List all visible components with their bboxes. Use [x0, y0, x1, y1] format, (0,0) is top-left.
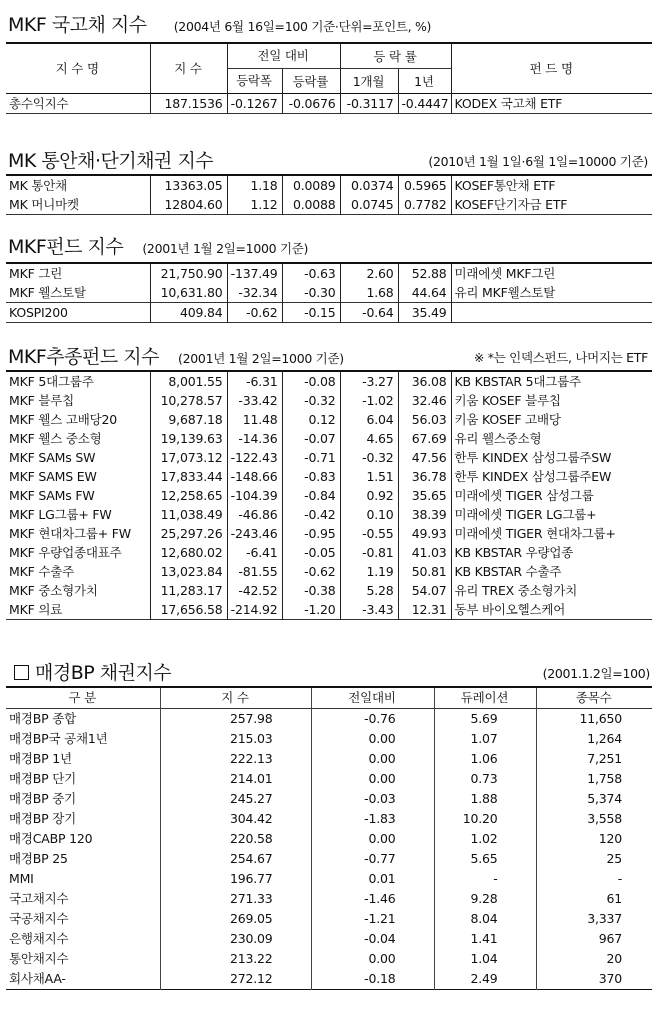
row-duration: 5.65: [434, 849, 536, 869]
row-change-pct: -0.38: [282, 581, 340, 600]
row-issues: 967: [536, 929, 652, 949]
row-issues: -: [536, 869, 652, 889]
row-duration: 1.07: [434, 729, 536, 749]
row-1-month: 0.0745: [340, 195, 398, 215]
row-duration: 2.49: [434, 969, 536, 990]
row-1-month: 1.51: [340, 467, 398, 486]
row-fund: 유리 TREX 중소형가치: [451, 581, 652, 600]
row-issues: 61: [536, 889, 652, 909]
row-1-month: 6.04: [340, 410, 398, 429]
row-category: 은행채지수: [9, 931, 69, 946]
table-row: [6, 581, 652, 600]
row-1-year: 56.03: [398, 410, 451, 429]
row-duration: 1.02: [434, 829, 536, 849]
header-index: 지 수: [150, 43, 227, 94]
row-category: 매경BP 25: [9, 851, 68, 866]
row-index: 11,283.17: [150, 581, 227, 600]
row-name: MKF 웰스토탈: [9, 285, 86, 300]
row-duration: 1.41: [434, 929, 536, 949]
row-change-pct: -1.20: [282, 600, 340, 620]
row-duration: -: [434, 869, 536, 889]
row-1-year: 67.69: [398, 429, 451, 448]
table-row: [6, 600, 652, 620]
row-prev-day: -0.03: [311, 789, 434, 809]
row-prev-day: -0.04: [311, 929, 434, 949]
row-fund: 한투 KINDEX 삼성그룹주EW: [451, 467, 652, 486]
row-change: -81.55: [227, 562, 282, 581]
row-issues: 1,758: [536, 769, 652, 789]
row-1-month: -1.02: [340, 391, 398, 410]
row-1-year: 35.49: [398, 303, 451, 323]
header-1-year: 1년: [398, 69, 451, 94]
row-fund: 한투 KINDEX 삼성그룹주SW: [451, 448, 652, 467]
row-1-month: 0.92: [340, 486, 398, 505]
row-change-pct: -0.32: [282, 391, 340, 410]
table-row: [6, 371, 652, 391]
table-row: [6, 486, 652, 505]
row-change: -137.49: [227, 263, 282, 283]
table-row: [6, 709, 652, 730]
row-name: MKF SAMs SW: [9, 450, 96, 465]
mk-bp-bond-table: [6, 686, 652, 990]
row-duration: 1.88: [434, 789, 536, 809]
row-name: MKF 그린: [9, 266, 63, 281]
row-prev-day: 0.00: [311, 769, 434, 789]
row-index: 269.05: [160, 909, 311, 929]
row-name: MKF 중소형가치: [9, 583, 98, 598]
row-change-pct: 0.12: [282, 410, 340, 429]
table-row: [6, 909, 652, 929]
row-name: MKF 웰스 고배당20: [9, 412, 117, 427]
row-category: 매경CABP 120: [9, 831, 93, 846]
section-title: 매경BP 채권지수: [35, 662, 172, 684]
header-change: 등락폭: [227, 69, 282, 94]
table-row: [6, 809, 652, 829]
table-row: [6, 829, 652, 849]
row-fund: KB KBSTAR 우량업종: [451, 543, 652, 562]
row-index: 304.42: [160, 809, 311, 829]
row-issues: 7,251: [536, 749, 652, 769]
row-issues: 25: [536, 849, 652, 869]
row-category: 국고채지수: [9, 891, 69, 906]
row-1-year: 36.78: [398, 467, 451, 486]
row-1-year: 44.64: [398, 283, 451, 303]
row-fund: 동부 바이오헬스케어: [451, 600, 652, 620]
row-category: 매경BP 단기: [9, 771, 76, 786]
row-prev-day: 0.00: [311, 829, 434, 849]
row-duration: 8.04: [434, 909, 536, 929]
row-change: -214.92: [227, 600, 282, 620]
row-issues: 20: [536, 949, 652, 969]
row-index: 13363.05: [150, 175, 227, 195]
header-category: 구 분: [68, 690, 97, 705]
row-1-year: -0.4447: [398, 94, 451, 114]
row-change: -32.34: [227, 283, 282, 303]
row-1-month: -0.81: [340, 543, 398, 562]
row-1-year: 0.5965: [398, 175, 451, 195]
row-change-pct: -0.05: [282, 543, 340, 562]
row-fund: 유리 웰스중소형: [451, 429, 652, 448]
row-1-year: 38.39: [398, 505, 451, 524]
row-index: 12,258.65: [150, 486, 227, 505]
row-change-pct: -0.0676: [282, 94, 340, 114]
row-index: 8,001.55: [150, 371, 227, 391]
row-1-month: -0.64: [340, 303, 398, 323]
row-category: 매경BP국 공채1년: [9, 731, 108, 746]
row-1-month: 1.68: [340, 283, 398, 303]
mk-msb-table: [6, 174, 652, 215]
row-1-year: 49.93: [398, 524, 451, 543]
row-change-pct: -0.84: [282, 486, 340, 505]
row-index: 214.01: [160, 769, 311, 789]
table-row: [6, 729, 652, 749]
row-change-pct: -0.30: [282, 283, 340, 303]
row-change: -6.41: [227, 543, 282, 562]
row-index: 187.1536: [150, 94, 227, 114]
row-name: MKF 우량업종대표주: [9, 545, 122, 560]
row-1-month: -3.43: [340, 600, 398, 620]
row-index: 17,073.12: [150, 448, 227, 467]
header-prev-day: 전일 대비: [227, 43, 340, 69]
table-row: [6, 467, 652, 486]
header-1-month: 1개월: [340, 69, 398, 94]
row-category: MMI: [9, 871, 34, 886]
mkf-tracking-fund-table: [6, 370, 652, 620]
row-index: 13,023.84: [150, 562, 227, 581]
table-row: [6, 429, 652, 448]
row-duration: 9.28: [434, 889, 536, 909]
row-change: -148.66: [227, 467, 282, 486]
table-row: [6, 391, 652, 410]
section-note: (2010년 1월 1일·6월 1일=10000 기준): [428, 154, 648, 169]
row-change: 1.12: [227, 195, 282, 215]
row-category: 통안채지수: [9, 951, 69, 966]
row-change: 1.18: [227, 175, 282, 195]
row-prev-day: -1.46: [311, 889, 434, 909]
row-fund: 미래에셋 TIGER 삼성그룹: [451, 486, 652, 505]
row-index: 196.77: [160, 869, 311, 889]
table-row: [6, 969, 652, 990]
row-name: MKF 블루칩: [9, 393, 74, 408]
row-change: 11.48: [227, 410, 282, 429]
row-change: -6.31: [227, 371, 282, 391]
row-prev-day: -1.21: [311, 909, 434, 929]
row-1-month: 2.60: [340, 263, 398, 283]
row-name: MKF 웰스 중소형: [9, 431, 102, 446]
row-index: 271.33: [160, 889, 311, 909]
row-index: 409.84: [150, 303, 227, 323]
row-duration: 1.06: [434, 749, 536, 769]
row-fund: KOSEF통안채 ETF: [451, 175, 652, 195]
row-prev-day: -1.83: [311, 809, 434, 829]
row-index: 10,278.57: [150, 391, 227, 410]
row-change: -42.52: [227, 581, 282, 600]
row-change: -46.86: [227, 505, 282, 524]
row-index: 17,833.44: [150, 467, 227, 486]
section-note: (2001년 1월 2일=1000 기준): [142, 241, 309, 256]
row-1-year: 52.88: [398, 263, 451, 283]
row-index: 245.27: [160, 789, 311, 809]
row-1-year: 12.31: [398, 600, 451, 620]
row-issues: 3,558: [536, 809, 652, 829]
row-name: MKF 수출주: [9, 564, 74, 579]
row-name: MK 통안채: [9, 178, 67, 193]
row-index: 272.12: [160, 969, 311, 990]
row-prev-day: -0.18: [311, 969, 434, 990]
row-index: 254.67: [160, 849, 311, 869]
row-name: MKF SAMs FW: [9, 488, 95, 503]
row-category: 매경BP 장기: [9, 811, 76, 826]
row-1-month: -3.27: [340, 371, 398, 391]
row-name: MK 머니마켓: [9, 197, 79, 212]
section-note: (2004년 6월 16일=100 기준·단위=포인트, %): [173, 19, 432, 34]
row-category: 매경BP 종합: [9, 711, 76, 726]
row-category: 매경BP 1년: [9, 751, 72, 766]
row-duration: 0.73: [434, 769, 536, 789]
row-change-pct: -0.42: [282, 505, 340, 524]
row-fund: 미래에셋 MKF그린: [451, 263, 652, 283]
section-title: MK 통안채·단기채권 지수: [8, 150, 214, 172]
row-prev-day: -0.76: [311, 709, 434, 730]
row-index: 21,750.90: [150, 263, 227, 283]
row-1-year: 32.46: [398, 391, 451, 410]
row-change-pct: -0.83: [282, 467, 340, 486]
row-category: 매경BP 중기: [9, 791, 76, 806]
row-index: 220.58: [160, 829, 311, 849]
section-title: MKF펀드 지수: [8, 236, 124, 258]
row-change-pct: 0.0089: [282, 175, 340, 195]
row-index: 12804.60: [150, 195, 227, 215]
row-index: 222.13: [160, 749, 311, 769]
row-prev-day: 0.00: [311, 749, 434, 769]
row-fund: KOSEF단기자금 ETF: [451, 195, 652, 215]
table-row: [6, 448, 652, 467]
row-duration: 1.04: [434, 949, 536, 969]
row-name: MKF LG그룹+ FW: [9, 507, 112, 522]
row-fund: KB KBSTAR 수출주: [451, 562, 652, 581]
section-note: (2001.1.2일=100): [542, 666, 650, 681]
row-index: 17,656.58: [150, 600, 227, 620]
row-index: 213.22: [160, 949, 311, 969]
row-issues: 1,264: [536, 729, 652, 749]
row-prev-day: 0.01: [311, 869, 434, 889]
row-1-month: -0.3117: [340, 94, 398, 114]
row-index: 9,687.18: [150, 410, 227, 429]
row-1-year: 41.03: [398, 543, 451, 562]
row-fund: KODEX 국고채 ETF: [451, 94, 652, 114]
row-fund: [451, 303, 652, 323]
row-index: 12,680.02: [150, 543, 227, 562]
row-issues: 11,650: [536, 709, 652, 730]
row-name: MKF SAMS EW: [9, 469, 97, 484]
table-row: [6, 749, 652, 769]
row-change-pct: -0.71: [282, 448, 340, 467]
row-change-pct: -0.08: [282, 371, 340, 391]
header-prev-day: 전일대비: [311, 687, 434, 709]
row-issues: 370: [536, 969, 652, 990]
row-fund: 유리 MKF웰스토탈: [451, 283, 652, 303]
row-change: -104.39: [227, 486, 282, 505]
mkf-fund-table: [6, 262, 652, 323]
table-row: [6, 543, 652, 562]
row-fund: 키움 KOSEF 블루칩: [451, 391, 652, 410]
row-1-month: 0.0374: [340, 175, 398, 195]
row-change-pct: -0.63: [282, 263, 340, 283]
row-name: KOSPI200: [9, 305, 68, 320]
section-note: (2001년 1월 2일=1000 기준): [178, 351, 344, 366]
header-index-name: 지 수 명: [55, 61, 99, 76]
row-prev-day: 0.00: [311, 949, 434, 969]
table-row: [6, 283, 652, 303]
header-rate: 등 락 률: [340, 43, 451, 69]
row-index: 25,297.26: [150, 524, 227, 543]
header-fund-name: 펀 드 명: [451, 43, 652, 94]
row-index: 257.98: [160, 709, 311, 730]
table-row: [6, 562, 652, 581]
row-1-month: 1.19: [340, 562, 398, 581]
row-issues: 5,374: [536, 789, 652, 809]
table-row: [6, 949, 652, 969]
header-issues: 종목수: [536, 687, 652, 709]
row-issues: 3,337: [536, 909, 652, 929]
table-row: [6, 929, 652, 949]
row-prev-day: 0.00: [311, 729, 434, 749]
row-change: -33.42: [227, 391, 282, 410]
table-row: [6, 849, 652, 869]
row-name: MKF 현대차그룹+ FW: [9, 526, 131, 541]
header-change-pct: 등락률: [282, 69, 340, 94]
row-name: MKF 5대그룹주: [9, 374, 94, 389]
table-row: [6, 303, 652, 323]
row-change: -122.43: [227, 448, 282, 467]
section-title: MKF추종펀드 지수: [8, 346, 159, 368]
row-change-pct: -0.62: [282, 562, 340, 581]
row-1-month: 4.65: [340, 429, 398, 448]
mkf-treasury-table: [6, 42, 652, 114]
row-index: 10,631.80: [150, 283, 227, 303]
row-1-month: 0.10: [340, 505, 398, 524]
row-1-month: -0.32: [340, 448, 398, 467]
row-fund: 미래에셋 TIGER LG그룹+: [451, 505, 652, 524]
row-change: -243.46: [227, 524, 282, 543]
row-change: -0.62: [227, 303, 282, 323]
row-issues: 120: [536, 829, 652, 849]
table-row: [6, 889, 652, 909]
table-row: [6, 195, 652, 215]
row-index: 215.03: [160, 729, 311, 749]
row-index: 11,038.49: [150, 505, 227, 524]
row-1-year: 36.08: [398, 371, 451, 391]
table-row: [6, 505, 652, 524]
table-row: [6, 175, 652, 195]
row-1-year: 35.65: [398, 486, 451, 505]
row-duration: 5.69: [434, 709, 536, 730]
row-fund: KB KBSTAR 5대그룹주: [451, 371, 652, 391]
row-1-month: -0.55: [340, 524, 398, 543]
row-category: 회사채AA-: [9, 971, 66, 986]
table-row: [6, 524, 652, 543]
row-1-year: 54.07: [398, 581, 451, 600]
table-row: [6, 94, 652, 114]
row-change-pct: -0.95: [282, 524, 340, 543]
row-fund: 키움 KOSEF 고배당: [451, 410, 652, 429]
header-duration: 듀레이션: [434, 687, 536, 709]
table-row: [6, 410, 652, 429]
table-row: [6, 869, 652, 889]
row-prev-day: -0.77: [311, 849, 434, 869]
row-name: 총수익지수: [9, 96, 69, 111]
row-change: -0.1267: [227, 94, 282, 114]
section-title: MKF 국고채 지수: [8, 14, 147, 36]
checkbox-square-icon: [14, 665, 29, 680]
table-row: [6, 263, 652, 283]
header-index: 지 수: [160, 687, 311, 709]
row-change: -14.36: [227, 429, 282, 448]
row-category: 국공채지수: [9, 911, 69, 926]
row-1-year: 0.7782: [398, 195, 451, 215]
row-1-year: 47.56: [398, 448, 451, 467]
row-duration: 10.20: [434, 809, 536, 829]
table-row: [6, 789, 652, 809]
row-index: 19,139.63: [150, 429, 227, 448]
section-footnote: ※ *는 인덱스펀드, 나머지는 ETF: [473, 350, 648, 365]
row-1-year: 50.81: [398, 562, 451, 581]
table-row: [6, 769, 652, 789]
row-change-pct: -0.07: [282, 429, 340, 448]
row-1-month: 5.28: [340, 581, 398, 600]
row-change-pct: 0.0088: [282, 195, 340, 215]
row-fund: 미래에셋 TIGER 현대차그룹+: [451, 524, 652, 543]
row-index: 230.09: [160, 929, 311, 949]
row-name: MKF 의료: [9, 602, 63, 617]
row-change-pct: -0.15: [282, 303, 340, 323]
